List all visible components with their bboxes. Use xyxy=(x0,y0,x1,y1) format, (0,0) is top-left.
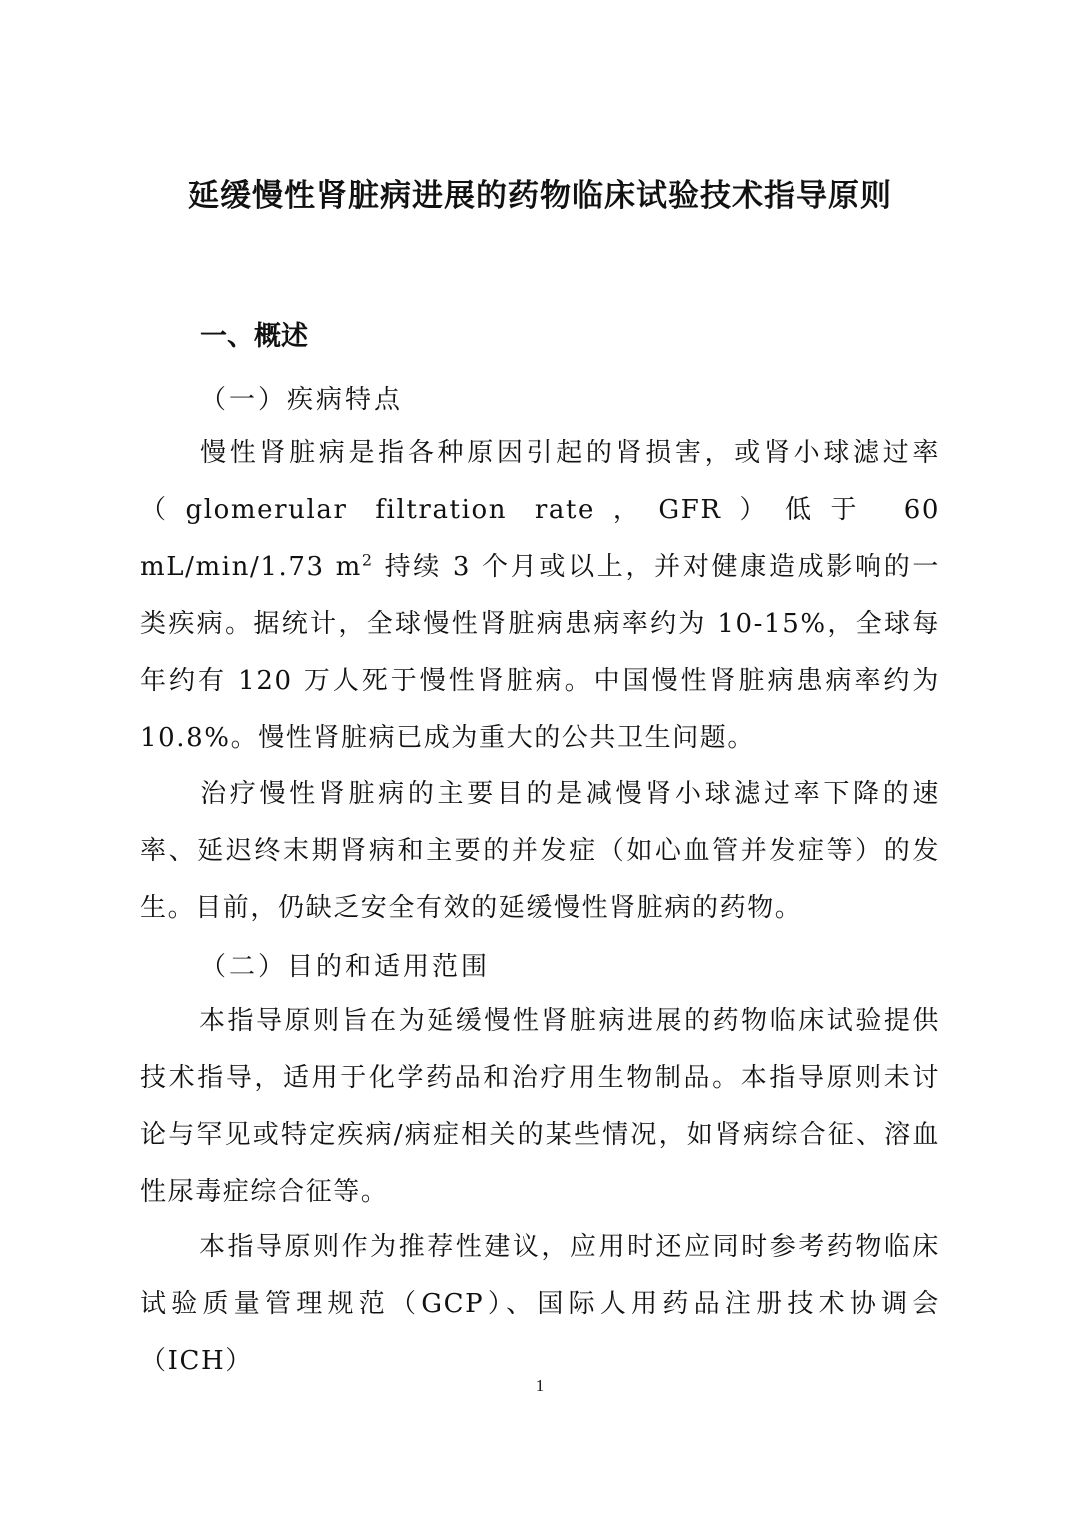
subsection-heading-purpose-scope: （二）目的和适用范围 xyxy=(200,952,491,982)
document-title: 延缓慢性肾脏病进展的药物临床试验技术指导原则 xyxy=(188,178,892,214)
subsection-heading-disease-features: （一）疾病特点 xyxy=(200,385,404,415)
paragraph-treatment-goal xyxy=(140,766,940,937)
paragraph-text: 本指导原则作为推荐性建议，应用时还应同时参考药物临床试验质量管理规范（GCP）、国际人用药品注册技术协调会（ICH） xyxy=(140,1232,940,1376)
paragraph-recommendation xyxy=(140,1219,940,1390)
page-number: 1 xyxy=(535,1376,545,1395)
paragraph-text: 慢性肾脏病是指各种原因引起的肾损害，或肾小球滤过率（glomerular filtration rate，GFR）低于 60 mL/min/1.73 m xyxy=(140,438,940,582)
paragraph-text: 持续 3 个月或以上，并对健康造成影响的一类疾病。据统计，全球慢性肾脏病患病率约为 10-15%，全球每年约有 120 万人死于慢性肾脏病。中国慢性肾脏病患病率约为 10.8%。慢性肾脏病已成为重大的公共卫生问题。 xyxy=(140,552,940,753)
paragraph-purpose xyxy=(140,993,940,1221)
paragraph-text: 本指导原则旨在为延缓慢性肾脏病进展的药物临床试验提供技术指导，适用于化学药品和治疗用生物制品。本指导原则未讨论与罕见或特定疾病/病症相关的某些情况，如肾病综合征、溶血性尿毒症综合征等。 xyxy=(140,1006,940,1207)
superscript: 2 xyxy=(361,550,374,570)
paragraph-text: 治疗慢性肾脏病的主要目的是减慢肾小球滤过率下降的速率、延迟终末期肾病和主要的并发症（如心血管并发症等）的发生。目前，仍缺乏安全有效的延缓慢性肾脏病的药物。 xyxy=(140,779,940,923)
paragraph-disease-definition xyxy=(140,425,940,767)
section-heading-overview: 一、概述 xyxy=(200,321,308,352)
